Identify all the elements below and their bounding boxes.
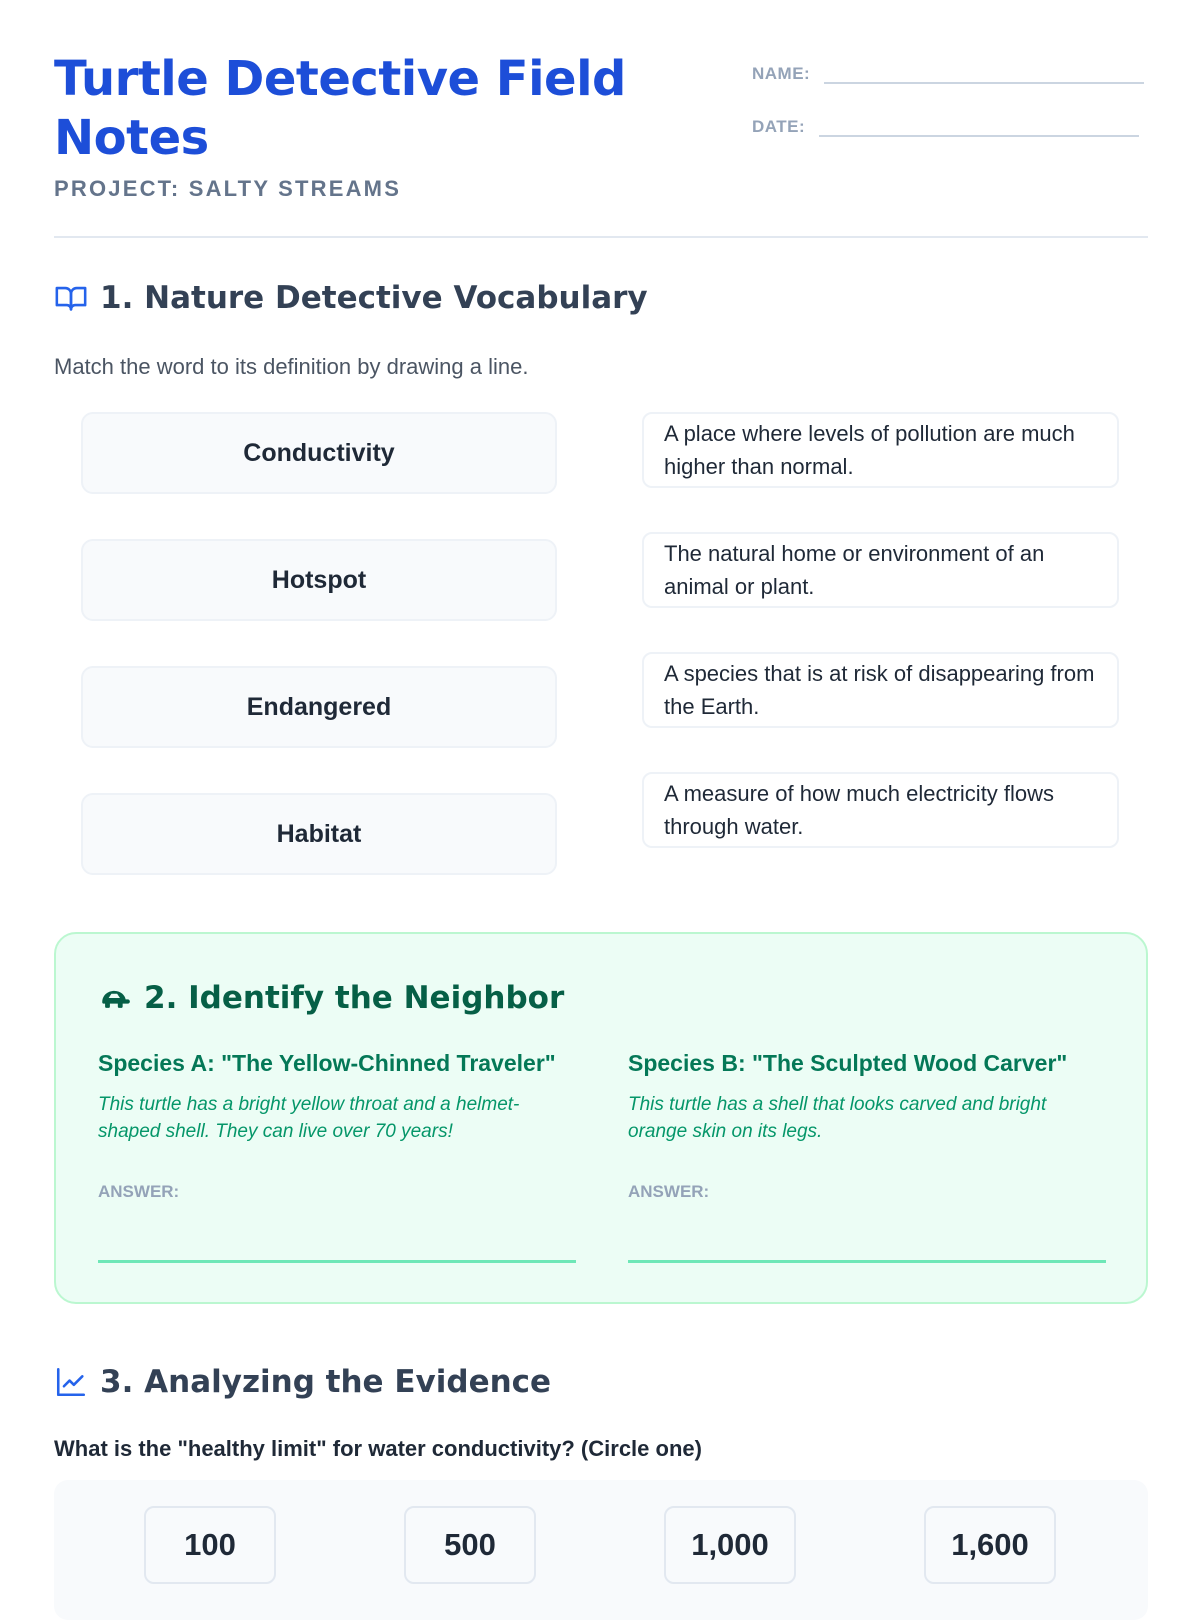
section-1-title: 1. Nature Detective Vocabulary bbox=[100, 280, 648, 316]
species-a-answer-label: ANSWER: bbox=[98, 1182, 180, 1201]
answer-options bbox=[54, 1480, 1148, 1620]
name-input-line[interactable] bbox=[824, 62, 1144, 84]
species-a-description: This turtle has a bright yellow throat and a helmet-shaped shell. They can live over 70 years! bbox=[98, 1094, 520, 1142]
date-label: DATE: bbox=[752, 117, 806, 136]
species-a-answer-line[interactable] bbox=[98, 1260, 576, 1263]
species-a-name: Species A: "The Yellow-Chinned Traveler" bbox=[98, 1050, 556, 1076]
conductivity-question: What is the "healthy limit" for water conductivity? (Circle one) bbox=[54, 1436, 702, 1461]
species-b-answer-line[interactable] bbox=[628, 1260, 1106, 1263]
turtle-icon bbox=[98, 981, 132, 1015]
chart-line-icon bbox=[54, 1365, 88, 1399]
date-field bbox=[752, 115, 1139, 137]
option-button[interactable]: 1,600 bbox=[924, 1506, 1056, 1584]
vocab-word[interactable]: Habitat bbox=[81, 793, 557, 875]
vocab-word[interactable]: Endangered bbox=[81, 666, 557, 748]
vocab-definition[interactable]: A measure of how much electricity flows through water. bbox=[642, 772, 1119, 848]
species-b-description: This turtle has a shell that looks carved and bright orange skin on its legs. bbox=[628, 1094, 1047, 1142]
page-title: Turtle Detective Field Notes bbox=[54, 51, 626, 166]
option-button[interactable]: 100 bbox=[144, 1506, 276, 1584]
vocab-definition[interactable]: A species that is at risk of disappearing from the Earth. bbox=[642, 652, 1119, 728]
species-a-card bbox=[98, 1050, 576, 1201]
vocabulary-instruction: Match the word to its definition by drawing a line. bbox=[54, 354, 529, 379]
section-3-title: 3. Analyzing the Evidence bbox=[100, 1364, 552, 1400]
worksheet-header bbox=[54, 0, 1148, 238]
vocab-definition[interactable]: A place where levels of pollution are much higher than normal. bbox=[642, 412, 1119, 488]
species-b-answer-label: ANSWER: bbox=[628, 1182, 710, 1201]
vocab-definition[interactable]: The natural home or environment of an animal or plant. bbox=[642, 532, 1119, 608]
section-2-heading bbox=[98, 980, 564, 1016]
section-1-heading bbox=[54, 280, 648, 316]
vocab-word[interactable]: Hotspot bbox=[81, 539, 557, 621]
date-input-line[interactable] bbox=[819, 115, 1139, 137]
project-subtitle: PROJECT: SALTY STREAMS bbox=[54, 176, 402, 201]
book-icon bbox=[54, 281, 88, 315]
species-b-card bbox=[628, 1050, 1106, 1201]
section-2-title: 2. Identify the Neighbor bbox=[144, 980, 565, 1016]
option-button[interactable]: 1,000 bbox=[664, 1506, 796, 1584]
option-button[interactable]: 500 bbox=[404, 1506, 536, 1584]
identify-neighbor-panel bbox=[54, 932, 1148, 1304]
vocab-word[interactable]: Conductivity bbox=[81, 412, 557, 494]
name-label: NAME: bbox=[752, 64, 811, 83]
name-field bbox=[752, 62, 1144, 84]
section-3-heading bbox=[54, 1364, 551, 1400]
species-b-name: Species B: "The Sculpted Wood Carver" bbox=[628, 1050, 1068, 1076]
worksheet-page bbox=[54, 0, 1148, 1562]
